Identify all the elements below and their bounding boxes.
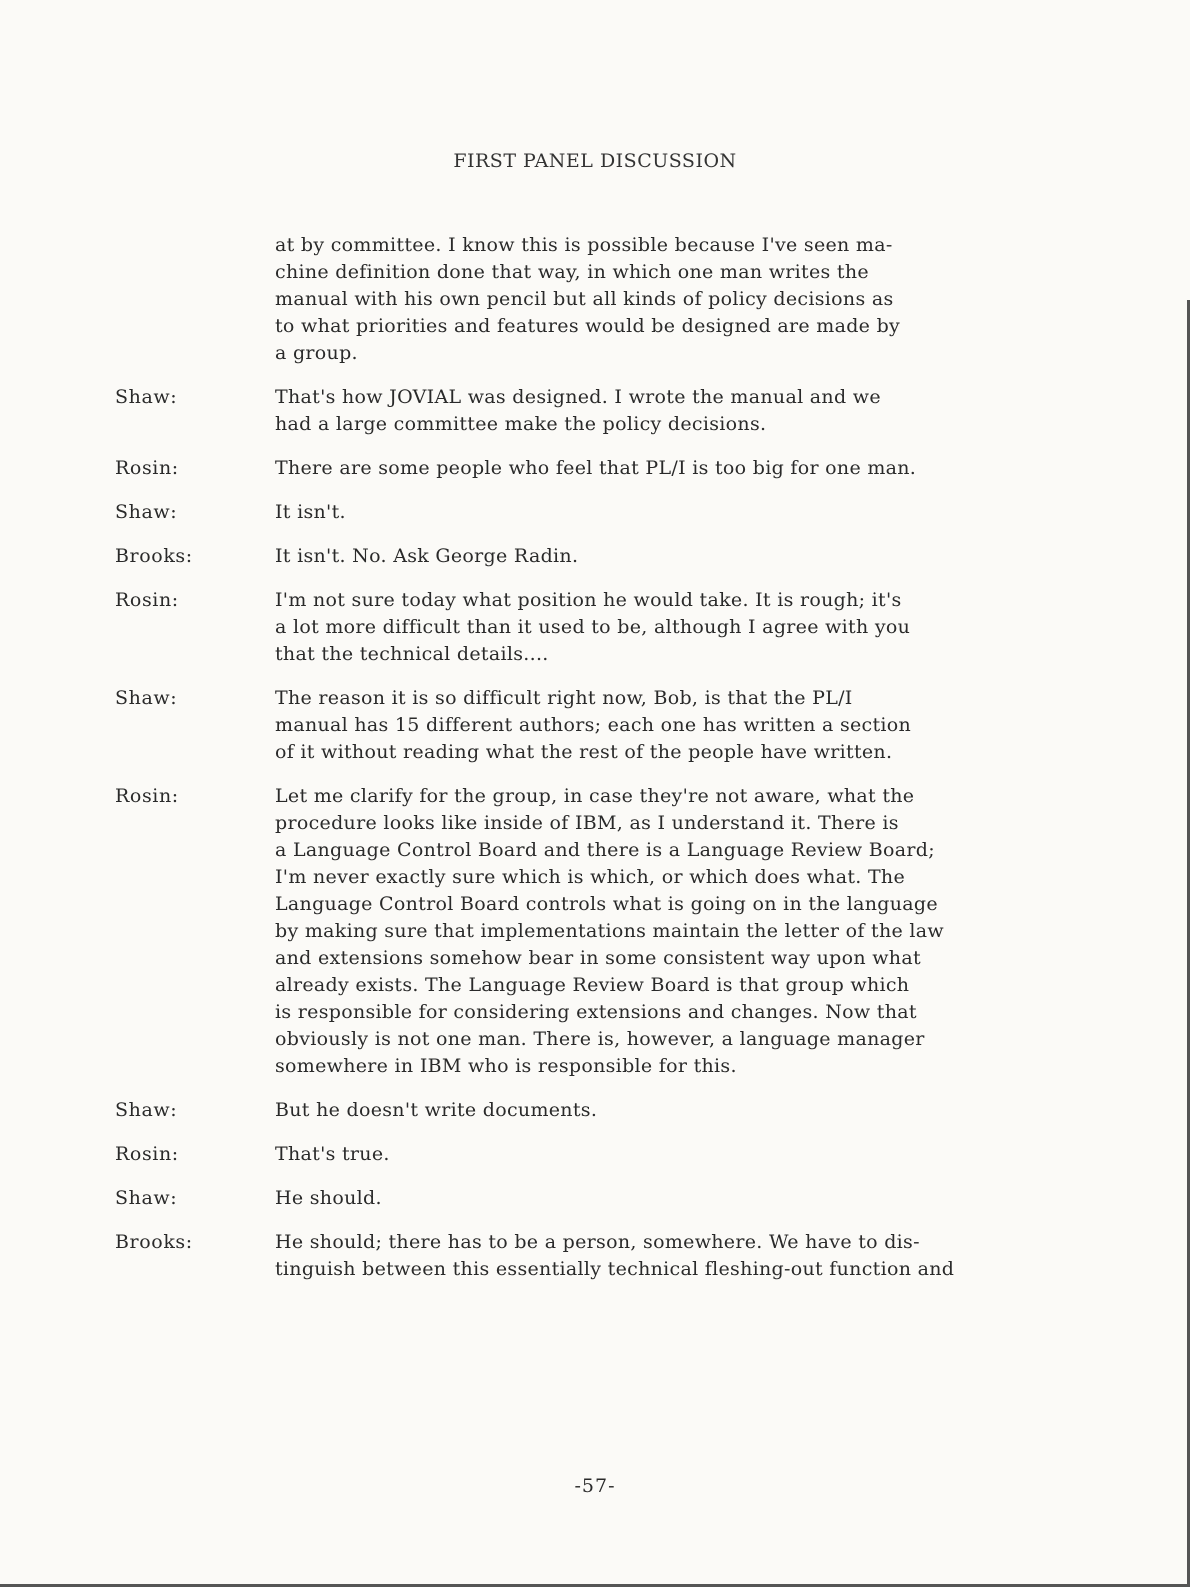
speech-text: It isn't. xyxy=(275,501,346,523)
speaker-label: Shaw: xyxy=(115,386,178,408)
speech-text: There are some people who feel that PL/I is too big for one man. xyxy=(275,457,917,479)
speaker-label: Brooks: xyxy=(115,545,193,567)
transcript-entry xyxy=(0,384,1190,438)
speech-text: I'm not sure today what position he would take. It is rough; it's a lot more difficult than it used to be, although I agree with you that the technical details.... xyxy=(275,589,911,665)
transcript-entry xyxy=(0,1097,1190,1124)
transcript-entry xyxy=(0,685,1190,766)
transcript-entry xyxy=(0,455,1190,482)
transcript-entry xyxy=(0,783,1190,1080)
speaker-label: Shaw: xyxy=(115,1187,178,1209)
transcript xyxy=(0,232,1190,1300)
speaker-label: Shaw: xyxy=(115,501,178,523)
page-number: -57- xyxy=(574,1475,616,1497)
speaker-label: Rosin: xyxy=(115,1143,179,1165)
transcript-entry xyxy=(0,1229,1190,1283)
speech-text: He should. xyxy=(275,1187,382,1209)
transcript-entry xyxy=(0,499,1190,526)
speech-text: He should; there has to be a person, somewhere. We have to dis- tinguish between this essentially technical fleshing-out function and xyxy=(275,1231,955,1280)
speaker-label: Shaw: xyxy=(115,687,178,709)
speech-text: But he doesn't write documents. xyxy=(275,1099,598,1121)
speech-text: That's true. xyxy=(275,1143,390,1165)
transcript-entry xyxy=(0,587,1190,668)
transcript-entry xyxy=(0,543,1190,570)
speech-text: Let me clarify for the group, in case they're not aware, what the procedure looks like inside of IBM, as I understand it. There is a Language Control Board and there is a Language Review Board; I'm never exactly sure which is which, or which does what. The Language Control Board controls what is going on in the language by making sure that implementations maintain the letter of the law and extensions somehow bear in some consistent way upon what already exists. The Language Review Board is that group which is responsible for considering extensions and changes. Now that obviously is not one man. There is, however, a language manager somewhere in IBM who is responsible for this. xyxy=(275,785,944,1077)
speech-text: The reason it is so difficult right now, Bob, is that the PL/I manual has 15 different authors; each one has written a section of it without reading what the rest of the people have written. xyxy=(275,687,912,763)
speech-text: at by committee. I know this is possible because I've seen ma- chine definition done that way, in which one man writes the manual with his own pencil but all kinds of policy decisions as to what priorities and features would be designed are made by a group. xyxy=(275,234,901,364)
speaker-label: Brooks: xyxy=(115,1231,193,1253)
speech-text: That's how JOVIAL was designed. I wrote the manual and we had a large committee make the policy decisions. xyxy=(275,386,881,435)
speaker-label: Rosin: xyxy=(115,589,179,611)
speaker-label: Rosin: xyxy=(115,457,179,479)
speech-text: It isn't. No. Ask George Radin. xyxy=(275,545,579,567)
page-header: FIRST PANEL DISCUSSION xyxy=(453,150,737,172)
transcript-entry xyxy=(0,1185,1190,1212)
transcript-entry xyxy=(0,232,1190,367)
speaker-label: Shaw: xyxy=(115,1099,178,1121)
speaker-label: Rosin: xyxy=(115,785,179,807)
transcript-entry xyxy=(0,1141,1190,1168)
